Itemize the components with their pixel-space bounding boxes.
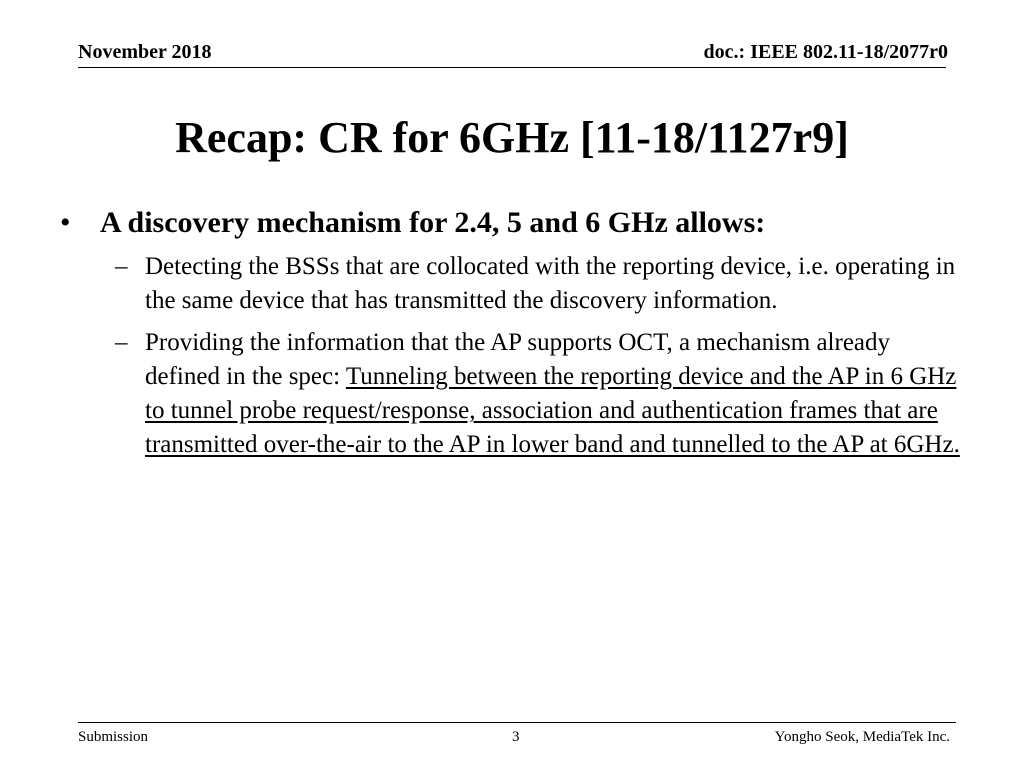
- header-doc-id: doc.: IEEE 802.11-18/2077r0: [703, 41, 948, 63]
- slide-body: [60, 201, 960, 462]
- footer-page-number: 3: [512, 729, 520, 745]
- sub-bullet-2-underlined-text: Tunneling between the reporting device and the AP in 6 GHz to tunnel probe request/response, association and authentication frames that are transmitted over-the-air to the AP in lower band and tunnelled to the AP at 6GHz.: [145, 363, 960, 458]
- sub-bullet-2-text: Providing the information that the AP supports OCT, a mechanism already defined in the spec:: [145, 329, 891, 390]
- bullet-marker: •: [60, 206, 71, 239]
- bullet-main-text: A discovery mechanism for 2.4, 5 and 6 GHz allows:: [100, 206, 766, 239]
- header-divider: [78, 67, 946, 68]
- dash-marker: –: [115, 253, 128, 280]
- sub-bullet-1: [115, 250, 960, 318]
- footer-divider: [78, 722, 956, 723]
- sub-bullet-2: [115, 326, 960, 462]
- header-date: November 2018: [78, 41, 212, 63]
- footer-submission: Submission: [78, 729, 149, 745]
- dash-marker: –: [115, 329, 128, 356]
- slide-title: Recap: CR for 6GHz [11-18/1127r9]: [175, 113, 849, 162]
- footer-author: Yongho Seok, MediaTek Inc.: [774, 729, 950, 745]
- bullet-main: [60, 201, 960, 245]
- sub-bullet-1-text: Detecting the BSSs that are collocated with the reporting device, i.e. operating in the same device that has transmitted the discovery information.: [145, 253, 956, 314]
